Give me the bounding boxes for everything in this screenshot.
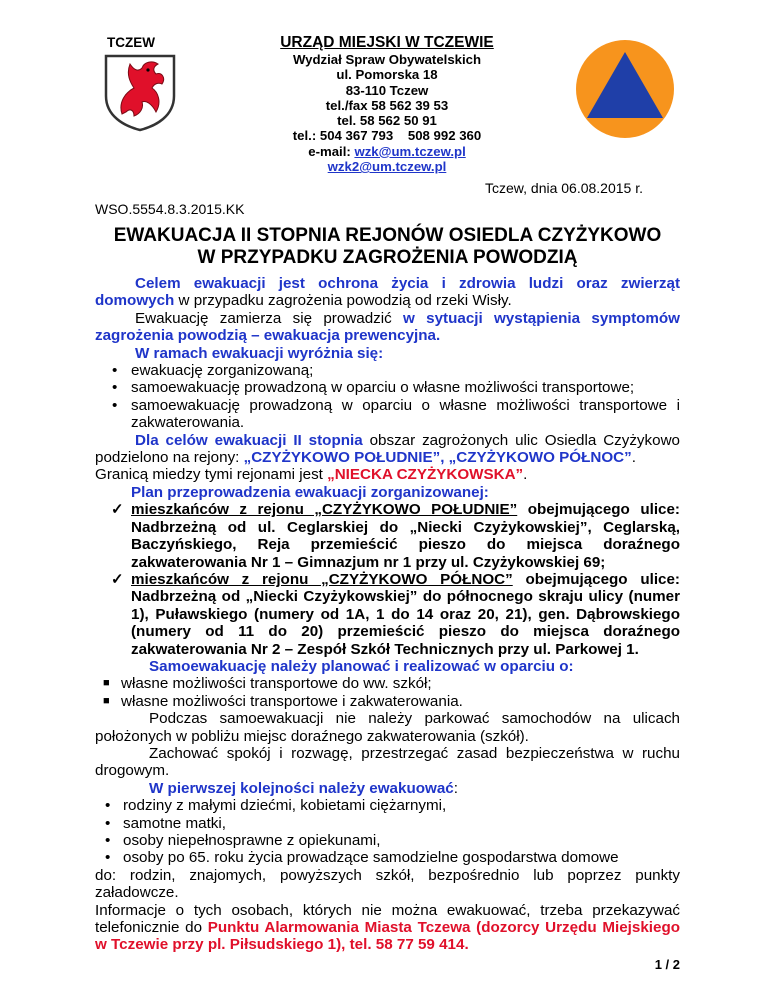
paragraph-boundary: Granicą miedzy tymi rejonami jest „NIECKA CZYŻYKOWSKA”. xyxy=(95,466,528,484)
date-line: Tczew, dnia 06.08.2015 r. xyxy=(485,180,643,196)
title-line-2: W PRZYPADKU ZAGROŻENIA POWODZIĄ xyxy=(197,246,578,268)
priority-heading: W pierwszej kolejności należy ewakuować: xyxy=(149,779,458,797)
list-item: • rodziny z małymi dziećmi, kobietami ciężarnymi, xyxy=(105,797,447,815)
email-link-2[interactable]: wzk2@um.tczew.pl xyxy=(327,159,447,175)
list-item: ■ własne możliwości transportowe i zakwaterowania. xyxy=(103,692,463,710)
paragraph-conditions: Ewakuację zamierza się prowadzić w sytuacji wystąpienia symptomów zagrożenia powodzią – ewakuacja prewencyjna. xyxy=(95,309,680,345)
coat-of-arms-logo xyxy=(100,52,180,132)
types-heading: W ramach ewakuacji wyróżnia się: xyxy=(135,344,384,362)
email-label: e-mail: xyxy=(308,143,355,159)
email-link-1[interactable]: wzk@um.tczew.pl xyxy=(354,143,466,159)
self-evac-list xyxy=(95,675,680,710)
city-label: TCZEW xyxy=(107,35,155,50)
priority-list xyxy=(95,797,680,867)
street: ul. Pomorska 18 xyxy=(336,67,438,83)
tel-fax: tel./fax 58 562 39 53 xyxy=(325,97,449,113)
office-title: URZĄD MIEJSKI W TCZEWIE xyxy=(280,34,494,51)
region-north: ✓ mieszkańców z rejonu „CZYŻYKOWO PÓŁNOC” obejmującego ulice: Nadbrzeżną od „Niecki Czyżykowskiej” do północnego skraju ulicy (numer 1), Puławskiego (numery od 1A, 1 do 14 oraz 20, 21), gen. Dąbrowskiego (numery od 11 do 20) przemieścić pieszo do miejsca doraźnego zakwaterowania Nr 2 – Zespół Szkół Technicznych przy ul. Parkowej 1. xyxy=(111,570,680,658)
paragraph-safety: Zachować spokój i rozwagę, przestrzegać zasad bezpieczeństwa w ruchu drogowym. xyxy=(95,744,680,780)
list-item: • osoby po 65. roku życia prowadzące samodzielne gospodarstwa domowe xyxy=(105,849,619,867)
title-line-1: EWAKUACJA II STOPNIA REJONÓW OSIEDLA CZYŻYKOWO xyxy=(113,225,662,246)
email-line xyxy=(228,144,546,159)
paragraph-contact: Informacje o tych osobach, których nie można ewakuować, trzeba przekazywać telefonicznie do Punktu Alarmowania Miasta Tczewa (dozorcy Urzędu Miejskiego w Tczewie przy pl. Piłsudskiego 1), tel. 58 77 59 414. xyxy=(95,901,681,954)
paragraph-regions: Dla celów ewakuacji II stopnia obszar zagrożonych ulic Osiedla Czyżykowo podzielono na rejony: „CZYŻYKOWO POŁUDNIE”, „CZYŻYKOWO PÓŁNOC”. xyxy=(95,431,680,467)
page-number: 1 / 2 xyxy=(654,956,680,972)
self-evac-heading: Samoewakuację należy planować i realizować w oparciu o: xyxy=(149,657,574,675)
document-body xyxy=(95,275,680,973)
evacuation-types-list xyxy=(95,362,680,432)
list-item: ■ własne możliwości transportowe do ww. szkół; xyxy=(103,675,432,693)
plan-heading: Plan przeprowadzenia ewakuacji zorganizowanej: xyxy=(131,483,489,501)
list-item: • osoby niepełnosprawne z opiekunami, xyxy=(105,832,381,849)
region-south: ✓ mieszkańców z rejonu „CZYŻYKOWO POŁUDNIE” obejmującego ulice: Nadbrzeżną od ul. Ceglarskiej do „Niecki Czyżykowskiej”, Ceglarską, Baczyńskiego, Reja przemieścić pieszo do miejsca doraźnego zakwaterowania Nr 1 – Gimnazjum nr 1 przy ul. Czyżykowskiej 69; xyxy=(111,501,680,571)
reference-number: WSO.5554.8.3.2015.KK xyxy=(95,201,245,217)
checkmark-icon: ✓ xyxy=(111,570,124,588)
document-title xyxy=(95,225,680,268)
paragraph-purpose: Celem ewakuacji jest ochrona życia i zdrowia ludzi oraz zwierząt domowych w przypadku zagrożenia powodzią od rzeki Wisły. xyxy=(95,275,681,310)
department: Wydział Spraw Obywatelskich xyxy=(292,52,482,67)
postal-code: 83-110 Tczew xyxy=(345,82,429,98)
alarm-point-contact: Punktu Alarmowania Miasta Tczewa (dozorcy Urzędu Miejskiego w Tczewie przy pl. Piłsudskiego 1), tel. 58 77 59 414. xyxy=(95,919,681,954)
list-item: • samoewakuację prowadzoną w oparciu o własne możliwości transportowe i zakwaterowania. xyxy=(112,396,680,432)
office-header xyxy=(228,34,546,174)
list-item: • samotne matki, xyxy=(105,814,226,832)
list-item: • ewakuację zorganizowaną; xyxy=(112,362,314,380)
mobile-phones: tel.: 504 367 793 508 992 360 xyxy=(292,128,482,144)
checkmark-icon: ✓ xyxy=(111,501,124,519)
purpose-highlight: życia i zdrowia ludzi oraz zwierząt domowych xyxy=(95,275,681,310)
paragraph-parking: Podczas samoewakuacji nie należy parkować samochodów na ulicach położonych w pobliżu miejsc doraźnego zakwaterowania (szkół). xyxy=(95,710,680,745)
paragraph-destinations: do: rodzin, znajomych, powyższych szkół, bezpośrednio lub poprzez punkty załadowcze. xyxy=(95,866,680,902)
telephone: tel. 58 562 50 91 xyxy=(337,113,437,129)
list-item: • samoewakuację prowadzoną w oparciu o własne możliwości transportowe; xyxy=(112,379,635,397)
civil-defence-icon xyxy=(574,38,676,140)
